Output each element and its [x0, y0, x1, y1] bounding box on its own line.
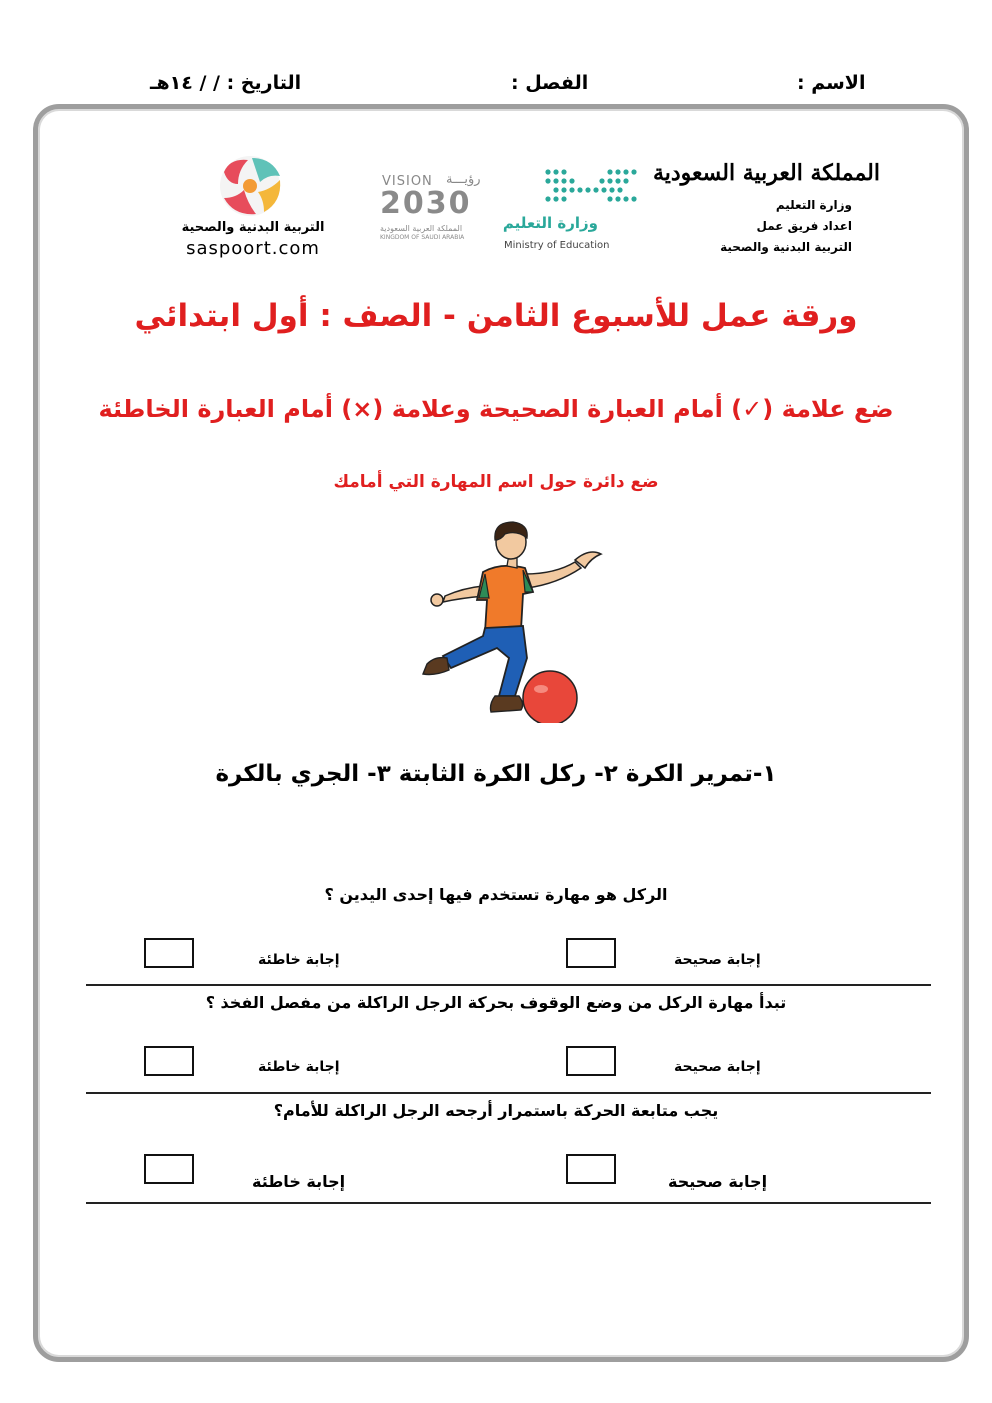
question-2-true-label: إجابة صحيحة	[674, 1059, 761, 1075]
instruction-main: ضع علامة (✓) أمام العبارة الصحيحة وعلامة (×) أمام العبارة الخاطئة	[98, 395, 894, 423]
ministry-line-3: التربية البدنية والصحية	[720, 240, 852, 254]
divider-2	[86, 1092, 931, 1094]
vision-year: 2030	[380, 186, 472, 221]
ministry-line-1: وزارة التعليم	[775, 198, 852, 212]
name-field[interactable]: الاسم :	[797, 72, 866, 94]
question-3-false-box[interactable]	[144, 1154, 194, 1184]
moe-english-text: Ministry of Education	[504, 240, 610, 251]
question-1-true-box[interactable]	[566, 938, 616, 968]
saspoort-arabic: التربية البدنية والصحية	[181, 220, 325, 235]
divider-3	[86, 1202, 931, 1204]
saspoort-logo	[168, 150, 338, 260]
vision-kingdom-en: KINGDOM OF SAUDI ARABIA	[380, 234, 465, 241]
question-2-text: تبدأ مهارة الركل من وضع الوقوف بحركة الرجل الراكلة من مفصل الفخذ ؟	[205, 993, 787, 1012]
question-2-false-label: إجابة خاطئة	[258, 1059, 340, 1075]
ministry-line-2: اعداد فريق عمل	[756, 219, 852, 233]
divider-1	[86, 984, 931, 986]
saspoort-emblem-icon	[168, 150, 338, 220]
kingdom-emblem: المملكة العربية السعودية	[652, 160, 880, 186]
worksheet-title: ورقة عمل للأسبوع الثامن - الصف : أول ابتدائي	[134, 298, 858, 334]
question-3-true-label: إجابة صحيحة	[668, 1172, 768, 1191]
class-field[interactable]: الفصل :	[511, 72, 589, 94]
question-1-text: الركل هو مهارة تستخدم فيها إحدى اليدين ؟	[324, 885, 668, 904]
boy-kicking-ball-illustration	[405, 518, 615, 723]
ball-icon	[523, 671, 577, 723]
date-field[interactable]: التاريخ : / / ١٤هـ	[150, 72, 302, 94]
saspoort-url[interactable]: saspoort.com	[186, 238, 320, 259]
question-1-true-label: إجابة صحيحة	[674, 952, 761, 968]
vision-arabic: رؤيـــة	[446, 172, 481, 187]
moe-logo	[500, 164, 640, 259]
question-2-true-box[interactable]	[566, 1046, 616, 1076]
moe-dots-icon	[500, 164, 640, 216]
question-3-text: يجب متابعة الحركة باستمرار أرجحه الرجل الراكلة للأمام؟	[273, 1101, 719, 1120]
question-1-false-label: إجابة خاطئة	[258, 952, 340, 968]
vision-2030-logo	[380, 172, 495, 244]
instruction-sub: ضع دائرة حول اسم المهارة التي أمامك	[333, 472, 659, 492]
question-3-true-box[interactable]	[566, 1154, 616, 1184]
question-3-false-label: إجابة خاطئة	[252, 1172, 346, 1191]
moe-arabic-text: وزارة التعليم	[502, 214, 598, 232]
question-2-false-box[interactable]	[144, 1046, 194, 1076]
vision-kingdom-ar: المملكة العربية السعودية	[380, 224, 463, 233]
skills-options[interactable]: ١-تمرير الكرة ٢- ركل الكرة الثابتة ٣- الجري بالكرة	[215, 761, 777, 787]
vision-word: VISION	[382, 174, 433, 189]
question-1-false-box[interactable]	[144, 938, 194, 968]
